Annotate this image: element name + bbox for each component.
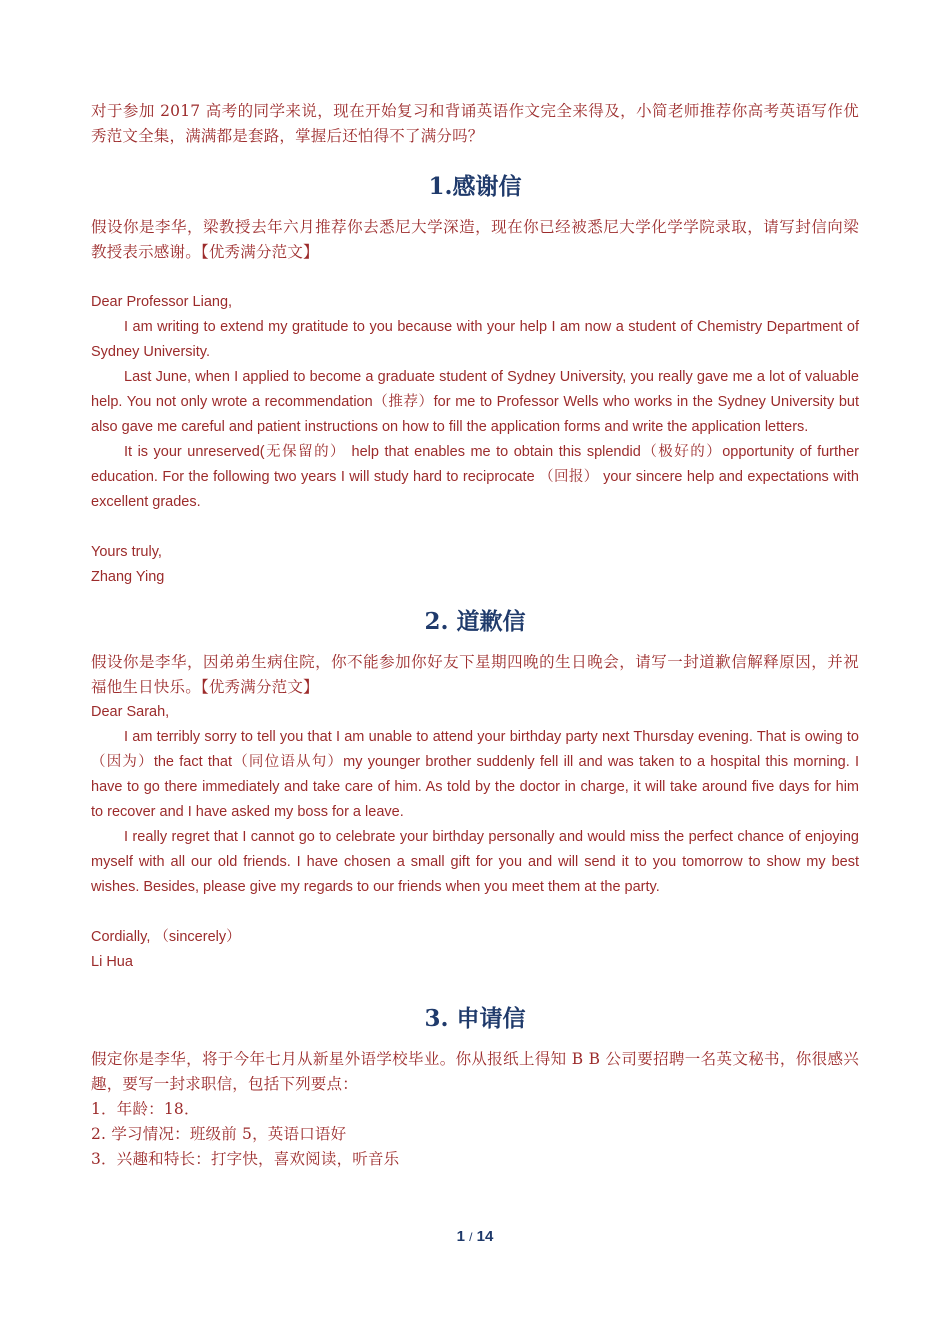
section-3-prompt: 假定你是李华，将于今年七月从新星外语学校毕业。你从报纸上得知 B B 公司要招聘一名英文秘书，你很感兴趣，要写一封求职信，包括下列要点： (91, 1050, 859, 1093)
section-2-paragraph-1: I am terribly sorry to tell you that I am unable to attend your birthday party next Thursday evening. That is owing to（因为）the fact that（同位语从句）my younger brother suddenly fell ill and was taken to a hospital this morning. I have to go there immediately and take care of him. As told by the doctor in charge, it will take around five days for him to recover and I have asked my boss for a leave. (91, 729, 859, 820)
page-total: 14 (476, 1228, 494, 1245)
section-1-greeting: Dear Professor Liang, (91, 294, 233, 310)
section-1-signature: Zhang Ying (91, 569, 165, 585)
list-item: 2. 学习情况：班级前 5，英语口语好 (91, 1125, 347, 1143)
section-2-closing: Cordially, （sincerely） (91, 929, 241, 945)
section-2-title: 2. 道歉信 (424, 608, 526, 635)
section-3-title: 3. 申请信 (424, 1005, 526, 1032)
section-2-greeting: Dear Sarah, (91, 704, 170, 720)
section-1-prompt: 假设你是李华，梁教授去年六月推荐你去悉尼大学深造，现在你已经被悉尼大学化学学院录取，请写封信向梁教授表示感谢。【优秀满分范文】 (91, 218, 859, 261)
section-2-paragraph-2: I really regret that I cannot go to celebrate your birthday personally and would miss the perfect chance of enjoying myself with all our old friends. I have chosen a small gift for you and will send it to you tomorrow to show my best wishes. Besides, please give my regards to our friends when you meet them at the party. (91, 829, 859, 895)
page-number (0, 1228, 950, 1245)
section-2-signature: Li Hua (91, 954, 133, 970)
section-2-prompt: 假设你是李华，因弟弟生病住院，你不能参加你好友下星期四晚的生日晚会，请写一封道歉信解释原因，并祝福他生日快乐。【优秀满分范文】 (91, 653, 859, 696)
page-current: 1 (456, 1228, 465, 1245)
section-1-closing: Yours truly, (91, 544, 162, 560)
list-item: 3．兴趣和特长：打字快，喜欢阅读，听音乐 (91, 1150, 400, 1168)
list-item: 1．年龄：18． (91, 1100, 200, 1118)
intro-paragraph: 对于参加 2017 高考的同学来说，现在开始复习和背诵英语作文完全来得及，小简老师推荐你高考英语写作优秀范文全集，满满都是套路，掌握后还怕得不了满分吗？ (91, 102, 859, 145)
page-separator: / (469, 1230, 473, 1244)
document-page (91, 99, 859, 1172)
section-1-paragraph-1: I am writing to extend my gratitude to you because with your help I am now a student of Chemistry Department of Sydney University. (91, 319, 859, 360)
section-1-paragraph-3: It is your unreserved(无保留的） help that enables me to obtain this splendid（极好的）opportunity of further education. For the following two years I will study hard to reciprocate （回报） your sincere help and expectations with excellent grades. (91, 444, 859, 510)
section-1-paragraph-2: Last June, when I applied to become a graduate student of Sydney University, you really gave me a lot of valuable help. You not only wrote a recommendation（推荐）for me to Professor Wells who works in the Sydney University but also gave me careful and patient instructions on how to fill the application forms and write the application letters. (91, 369, 859, 435)
section-1-title: 1.感谢信 (428, 173, 522, 200)
